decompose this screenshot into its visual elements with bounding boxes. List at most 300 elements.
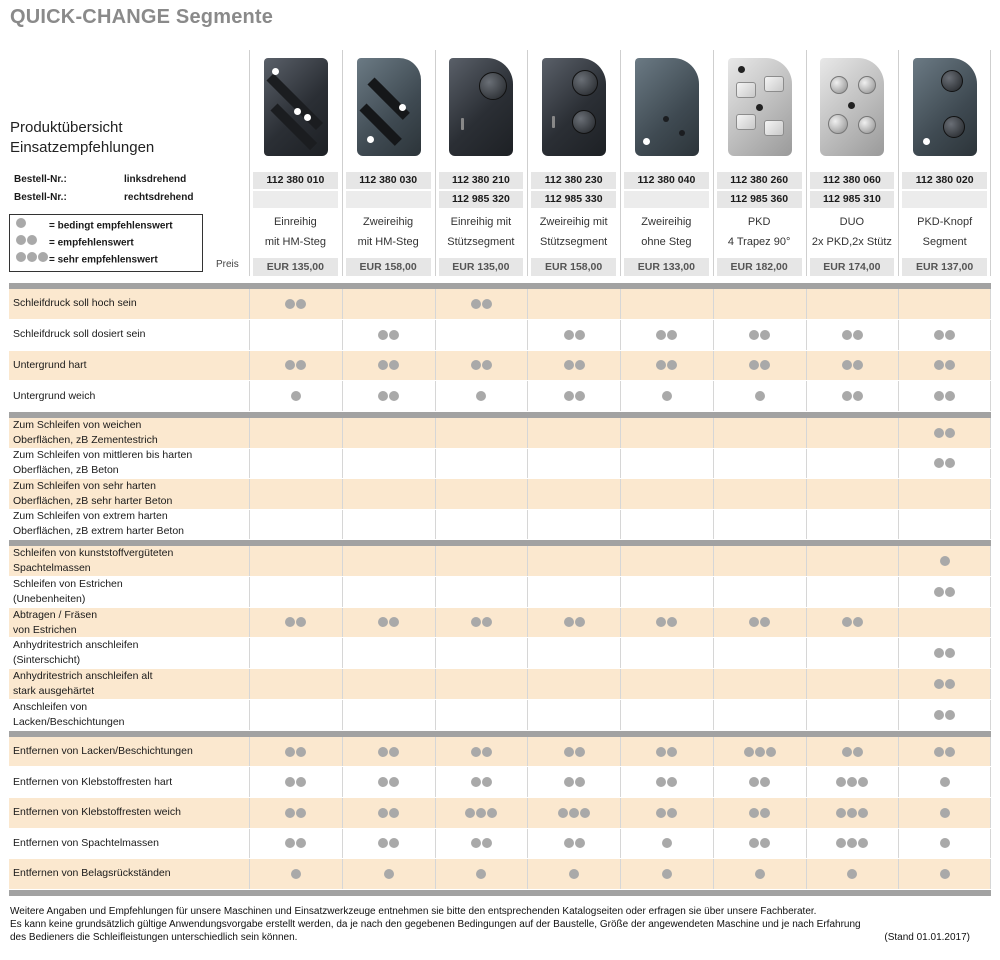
product-description-2: 4 Trapez 90° [727,236,791,248]
single-row-hm-segment-icon [264,58,328,156]
rating-dot [667,617,677,627]
rating-dots [939,838,950,848]
rating-dots [656,808,678,818]
double-row-no-bar-segment-icon [635,58,699,156]
rating-dots [563,777,585,787]
order-code-cell [806,172,899,189]
rating-dot [766,747,776,757]
rating-cell [806,669,899,699]
row-label-text [13,479,172,509]
rating-dot [853,330,863,340]
table-row [9,289,991,320]
rating-cell [435,510,528,540]
rating-dots [476,869,487,879]
rating-dot [934,710,944,720]
row-label-line: Schleifen von Estrichen [13,577,123,590]
rating-cell [806,381,899,411]
row-label [9,737,249,767]
rating-cell [249,798,342,828]
rating-dot [564,391,574,401]
rating-dot [575,360,585,370]
rating-cell [527,320,620,350]
footer-notes [10,905,990,944]
row-label-line: von Estrichen [13,623,77,636]
rating-dots [934,360,956,370]
rating-dot [749,330,759,340]
rating-dots [378,808,400,818]
order-code-left: 112 380 010 [253,172,338,189]
rating-dots [939,869,950,879]
rating-cell [342,737,435,767]
rating-dots [656,330,678,340]
rating-cell [713,479,806,509]
row-label [9,289,249,319]
rating-cell [249,546,342,576]
order-code-cell [342,172,435,189]
rating-cell [898,798,991,828]
rating-dot [760,617,770,627]
order-code-left: 112 380 020 [902,172,987,189]
rating-dot [564,838,574,848]
rating-dots [383,869,394,879]
rating-cell [620,479,713,509]
rating-dot [564,360,574,370]
rating-cell [898,289,991,319]
rating-dot [755,391,765,401]
table-row [9,767,991,798]
row-label-line: Untergrund hart [13,358,87,371]
rating-cell [620,829,713,859]
rating-dot [378,617,388,627]
rating-cell [342,859,435,889]
rating-cell [342,479,435,509]
row-label-text [13,509,184,539]
row-label-line: Zum Schleifen von weichen [13,418,142,431]
rating-cell [620,510,713,540]
rating-dot [378,838,388,848]
rating-cell [806,829,899,859]
rating-dot [482,777,492,787]
rating-dot [749,808,759,818]
rating-dots [285,617,307,627]
order-code-left: 112 380 210 [439,172,524,189]
rating-cell [806,449,899,479]
rating-dot [853,747,863,757]
rating-cell [342,381,435,411]
rating-cell [527,767,620,797]
rating-cell [342,700,435,730]
product-description-1: Einreihig mit [450,216,512,228]
rating-dot [471,777,481,787]
rating-dots [563,747,585,757]
rating-cell [620,320,713,350]
rating-dot [934,360,944,370]
rating-dot [667,747,677,757]
rating-cell [713,351,806,381]
rating-dots [656,777,678,787]
rating-dot [656,808,666,818]
rating-cell [249,351,342,381]
row-label-text [13,296,137,311]
legend-item: = bedingt empfehlenswert [15,218,173,234]
order-code-right [624,191,709,208]
rating-dot [296,808,306,818]
rating-cell [898,638,991,668]
rating-dot [389,777,399,787]
rating-cell [435,381,528,411]
rating-cell [898,737,991,767]
rating-dot [296,299,306,309]
rating-dot [853,617,863,627]
rating-cell [249,418,342,448]
rating-dots [285,838,307,848]
rating-cell [713,608,806,638]
rating-dot [760,330,770,340]
row-label-line: Spachtelmassen [13,561,91,574]
rating-dots [749,330,771,340]
page-title: QUICK-CHANGE Segmente [10,6,274,28]
rating-dot [755,869,765,879]
rating-cell [806,798,899,828]
product-description-1: PKD [747,216,771,228]
rating-cell [435,737,528,767]
rating-cell [435,608,528,638]
price-cell [435,258,528,276]
rating-cell [527,577,620,607]
row-label-line: (Sinterschicht) [13,654,81,667]
row-label [9,767,249,797]
product-description-1: PKD-Knopf [917,216,973,228]
rating-cell [898,700,991,730]
rating-dots [754,391,765,401]
row-label-line: Oberflächen, zB sehr harter Beton [13,494,173,507]
rating-dots [934,391,956,401]
rating-dot [945,679,955,689]
rating-cell [806,608,899,638]
rating-cell [713,638,806,668]
rating-dot [471,299,481,309]
rating-dots [465,808,498,818]
rating-cell [620,546,713,576]
rating-cell [342,449,435,479]
rating-cell [713,669,806,699]
rating-dots [656,747,678,757]
order-code-right [346,191,431,208]
order-code-right [253,191,338,208]
rating-dots [470,360,492,370]
rating-cell [249,320,342,350]
table-row [9,577,991,608]
order-code-cell [620,172,713,189]
rating-cell [898,669,991,699]
rating-cell [249,608,342,638]
table-row [9,449,991,480]
rating-dot [285,360,295,370]
rating-cell [342,798,435,828]
table-row [9,700,991,731]
rating-cell [713,767,806,797]
rating-dots [378,777,400,787]
rating-cell [713,320,806,350]
rating-cell [898,859,991,889]
rating-dot [482,299,492,309]
rating-dot [471,360,481,370]
rating-cell [527,798,620,828]
legend-dots [15,218,49,234]
row-label-line: Schleifen von kunststoffvergüteten [13,546,174,559]
rating-dot [389,808,399,818]
row-label [9,479,249,509]
row-label-text [13,836,159,851]
rating-cell [898,449,991,479]
row-label-line: Zum Schleifen von mittleren bis harten [13,449,193,462]
order-code-cell [249,191,342,208]
table-row [9,351,991,382]
rating-dot [853,391,863,401]
rating-dot [564,747,574,757]
rating-dot [296,777,306,787]
rating-cell [713,700,806,730]
legend-dots [15,252,49,268]
price-cell [342,258,435,276]
price-value: EUR 182,00 [717,258,802,276]
order-code-cell [620,191,713,208]
rating-cell [806,479,899,509]
rating-dots [285,777,307,787]
table-row [9,381,991,412]
rating-dot [934,330,944,340]
rating-cell [342,546,435,576]
rating-cell [806,737,899,767]
price-value: EUR 135,00 [253,258,338,276]
page-subtitle [10,118,154,158]
rating-cell [435,798,528,828]
single-row-support-segment-icon [449,58,513,156]
price-cell [898,258,991,276]
row-label-text [13,638,138,668]
rating-dots [378,838,400,848]
rating-cell [527,510,620,540]
rating-dot [476,869,486,879]
rating-cell [806,546,899,576]
table-row [9,638,991,669]
rating-dot [378,808,388,818]
rating-dots [749,838,771,848]
rating-dot [378,391,388,401]
rating-dots [285,808,307,818]
row-label-line: Zum Schleifen von extrem harten [13,510,168,523]
rating-dots [836,777,869,787]
rating-cell [806,638,899,668]
group-separator [9,890,991,896]
rating-cell [435,320,528,350]
rating-dot [285,808,295,818]
row-label-text [13,577,123,607]
rating-dot [662,869,672,879]
rating-cell [435,859,528,889]
rating-dots [754,869,765,879]
rating-cell [527,608,620,638]
rating-dot [296,617,306,627]
row-label [9,700,249,730]
rating-dot [749,360,759,370]
rating-dot [755,747,765,757]
rating-cell [249,289,342,319]
rating-cell [620,381,713,411]
rating-dot [575,838,585,848]
rating-cell [435,546,528,576]
rating-cell [620,737,713,767]
rating-cell [435,289,528,319]
row-label-line: Abtragen / Fräsen [13,608,98,621]
rating-cell [249,577,342,607]
rating-dot [285,838,295,848]
rating-dots [841,617,863,627]
order-code-right [902,191,987,208]
rating-dot [940,777,950,787]
rating-dots [558,808,591,818]
row-label-line: Schleifdruck soll dosiert sein [13,328,146,341]
rating-cell [342,767,435,797]
order-code-cell [527,172,620,189]
table-row [9,418,991,449]
rating-dot [662,838,672,848]
rating-dots [841,330,863,340]
rating-cell [620,418,713,448]
rating-dot [564,330,574,340]
rating-dot [296,747,306,757]
price-cell [806,258,899,276]
row-label-line: Oberflächen, zB Beton [13,464,119,477]
price-value: EUR 133,00 [624,258,709,276]
rating-cell [620,449,713,479]
rating-cell [620,289,713,319]
row-label [9,669,249,699]
rating-cell [713,510,806,540]
rating-cell [898,577,991,607]
rating-dots [563,360,585,370]
rating-dots [470,838,492,848]
rating-dots [749,617,771,627]
rating-cell [527,700,620,730]
rating-cell [527,829,620,859]
price-cell [249,258,342,276]
product-description-1: Einreihig [273,216,317,228]
rating-dot [575,747,585,757]
rating-dot [384,869,394,879]
double-row-support-segment-icon [542,58,606,156]
rating-dots [378,391,400,401]
rating-dots [743,747,776,757]
rating-cell [527,546,620,576]
row-label-line: Anhydritestrich anschleifen [13,639,139,652]
product-description-2: Segment [922,236,967,248]
rating-cell [435,418,528,448]
rating-dot [389,360,399,370]
rating-dots [378,330,400,340]
rating-cell [435,638,528,668]
rating-cell [713,449,806,479]
rating-dots [661,838,672,848]
row-label-text [13,327,145,342]
order-code-cell [249,172,342,189]
rating-cell [620,767,713,797]
rating-cell [620,859,713,889]
row-label-line: Oberflächen, zB extrem harter Beton [13,525,184,538]
row-label-text [13,866,171,881]
rating-dots [563,330,585,340]
order-code-right: 112 985 320 [439,191,524,208]
rating-dots [285,747,307,757]
rating-dot [667,330,677,340]
rating-dot [296,360,306,370]
rating-dot [389,747,399,757]
order-code-cell [898,191,991,208]
rating-dot [858,777,868,787]
rating-cell [342,289,435,319]
rating-dot [842,360,852,370]
rating-dot [378,330,388,340]
rating-dots [934,587,956,597]
rating-dot [760,808,770,818]
rating-dot [285,777,295,787]
order-code-left: 112 380 230 [531,172,616,189]
pcd-button-segment-icon [913,58,977,156]
rating-dot [465,808,475,818]
product-description-2: ohne Steg [641,236,692,248]
table-row [9,859,991,890]
rating-dot [389,391,399,401]
row-label-text [13,805,181,820]
rating-dot [662,391,672,401]
rating-dot [482,838,492,848]
row-label-line: Anhydritestrich anschleifen alt [13,670,153,683]
rating-dots [563,617,585,627]
order-code-right: 112 985 330 [531,191,616,208]
product-description-line-2 [249,234,991,250]
table-row [9,798,991,829]
table-row [9,669,991,700]
rating-dot [291,869,301,879]
rating-cell [620,577,713,607]
rating-dot [945,587,955,597]
rating-cell [527,669,620,699]
rating-dot [482,360,492,370]
rating-dot [482,747,492,757]
product-description-1: Zweireihig mit [539,216,608,228]
rating-cell [342,608,435,638]
row-label-line: Entfernen von Spachtelmassen [13,836,159,849]
order-code-cell [806,191,899,208]
rating-cell [898,608,991,638]
rating-dot [858,808,868,818]
rating-cell [620,638,713,668]
rating-cell [249,669,342,699]
table-row [9,479,991,510]
rating-dot [940,838,950,848]
price-cell [713,258,806,276]
rating-cell [898,418,991,448]
rating-dot [285,617,295,627]
rating-legend [9,214,203,272]
row-label-line: Entfernen von Klebstoffresten weich [13,806,181,819]
rating-dots [841,391,863,401]
rating-dot [667,808,677,818]
price-value: EUR 158,00 [346,258,431,276]
pcd-trapez-segment-icon [728,58,792,156]
rating-dot [853,360,863,370]
rating-cell [713,577,806,607]
